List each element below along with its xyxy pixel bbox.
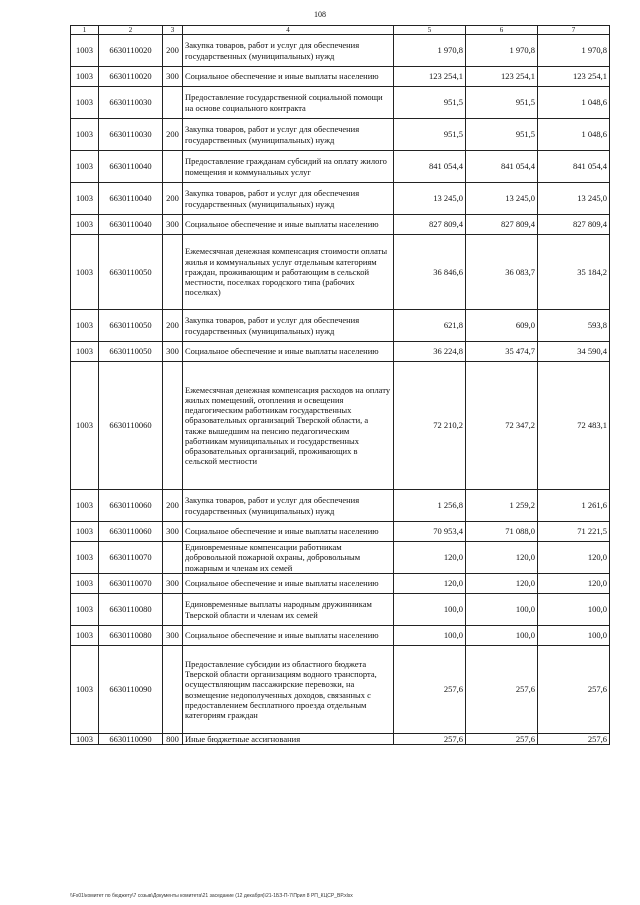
amount-year3-cell: 100,0 [538, 594, 610, 626]
table-row [71, 215, 610, 235]
code-cell: 6630110020 [99, 67, 163, 87]
amount-year3-cell: 827 809,4 [538, 215, 610, 235]
code-cell: 6630110030 [99, 87, 163, 119]
amount-year3-cell: 1 970,8 [538, 35, 610, 67]
description-cell: Предоставление государственной социальной помощи на основе социального контракта [183, 87, 394, 119]
amount-year2-cell: 1 259,2 [466, 490, 538, 522]
amount-year2-cell: 609,0 [466, 310, 538, 342]
code-cell: 6630110050 [99, 310, 163, 342]
section-cell: 1003 [71, 734, 99, 745]
amount-year3-cell: 257,6 [538, 646, 610, 734]
amount-year1-cell: 257,6 [394, 646, 466, 734]
code-cell: 6630110070 [99, 574, 163, 594]
amount-year1-cell: 257,6 [394, 734, 466, 745]
section-cell: 1003 [71, 235, 99, 310]
table-row [71, 35, 610, 67]
description-cell: Закупка товаров, работ и услуг для обеспечения государственных (муниципальных) нужд [183, 35, 394, 67]
description-cell: Единовременные компенсации работникам добровольной пожарной охраны, добровольным пожарным и членам их семей [183, 542, 394, 574]
amount-year3-cell: 72 483,1 [538, 362, 610, 490]
amount-year2-cell: 72 347,2 [466, 362, 538, 490]
amount-year1-cell: 120,0 [394, 574, 466, 594]
amount-year3-cell: 123 254,1 [538, 67, 610, 87]
code-cell: 6630110090 [99, 734, 163, 745]
description-cell: Предоставление гражданам субсидий на оплату жилого помещения и коммунальных услуг [183, 151, 394, 183]
amount-year2-cell: 35 474,7 [466, 342, 538, 362]
table-row [71, 119, 610, 151]
code-cell: 6630110070 [99, 542, 163, 574]
expense-type-cell [163, 542, 183, 574]
header-cell: 6 [466, 26, 538, 35]
description-cell: Ежемесячная денежная компенсация расходов на оплату жилых помещений, отопления и освещения педагогическим работникам государственных образовательных организаций Тверской области, а также вышедшим на пенсию педагогическим работникам муниципальных и государственных образовательных организаций, проживающих в сельской местности [183, 362, 394, 490]
expense-type-cell: 200 [163, 490, 183, 522]
amount-year2-cell: 120,0 [466, 542, 538, 574]
amount-year1-cell: 951,5 [394, 119, 466, 151]
expense-type-cell: 300 [163, 574, 183, 594]
code-cell: 6630110040 [99, 183, 163, 215]
description-cell: Социальное обеспечение и иные выплаты населению [183, 574, 394, 594]
amount-year1-cell: 621,8 [394, 310, 466, 342]
description-cell: Закупка товаров, работ и услуг для обеспечения государственных (муниципальных) нужд [183, 183, 394, 215]
expense-type-cell: 300 [163, 215, 183, 235]
amount-year2-cell: 1 970,8 [466, 35, 538, 67]
description-cell: Предоставление субсидии из областного бюджета Тверской области организациям водного транспорта, осуществляющим пассажирские перевозки, на возмещение недополученных доходов, связанных с предоставлением бесплатного проезда отдельным категориям граждан [183, 646, 394, 734]
amount-year1-cell: 70 953,4 [394, 522, 466, 542]
table-row [71, 522, 610, 542]
section-cell: 1003 [71, 574, 99, 594]
amount-year1-cell: 36 224,8 [394, 342, 466, 362]
expense-type-cell: 800 [163, 734, 183, 745]
amount-year1-cell: 100,0 [394, 626, 466, 646]
header-cell: 5 [394, 26, 466, 35]
code-cell: 6630110050 [99, 342, 163, 362]
amount-year2-cell: 13 245,0 [466, 183, 538, 215]
section-cell: 1003 [71, 490, 99, 522]
description-cell: Социальное обеспечение и иные выплаты населению [183, 626, 394, 646]
expense-type-cell: 200 [163, 119, 183, 151]
amount-year1-cell: 72 210,2 [394, 362, 466, 490]
amount-year2-cell: 827 809,4 [466, 215, 538, 235]
amount-year3-cell: 120,0 [538, 542, 610, 574]
amount-year1-cell: 1 970,8 [394, 35, 466, 67]
amount-year2-cell: 100,0 [466, 626, 538, 646]
amount-year2-cell: 257,6 [466, 734, 538, 745]
expense-type-cell: 200 [163, 183, 183, 215]
table-row [71, 362, 610, 490]
file-path-footer: \\Fs01\комитет по бюджету\7 созыв\Документы комитета\21 заседание (12 декабря)\21-1БЗ-П-7\Прил 8 РП_КЦСР_ВР.xlsx [70, 893, 353, 899]
amount-year3-cell: 35 184,2 [538, 235, 610, 310]
page-number: 108 [314, 10, 326, 19]
amount-year2-cell: 951,5 [466, 119, 538, 151]
amount-year3-cell: 1 048,6 [538, 119, 610, 151]
amount-year2-cell: 36 083,7 [466, 235, 538, 310]
table-row [71, 490, 610, 522]
section-cell: 1003 [71, 594, 99, 626]
expense-type-cell: 300 [163, 522, 183, 542]
section-cell: 1003 [71, 35, 99, 67]
amount-year2-cell: 100,0 [466, 594, 538, 626]
amount-year2-cell: 257,6 [466, 646, 538, 734]
table-row [71, 626, 610, 646]
amount-year3-cell: 1 048,6 [538, 87, 610, 119]
table-row [71, 67, 610, 87]
description-cell: Социальное обеспечение и иные выплаты населению [183, 67, 394, 87]
code-cell: 6630110060 [99, 522, 163, 542]
section-cell: 1003 [71, 522, 99, 542]
section-cell: 1003 [71, 542, 99, 574]
description-cell: Закупка товаров, работ и услуг для обеспечения государственных (муниципальных) нужд [183, 310, 394, 342]
expense-type-cell: 200 [163, 310, 183, 342]
section-cell: 1003 [71, 646, 99, 734]
amount-year3-cell: 257,6 [538, 734, 610, 745]
amount-year1-cell: 36 846,6 [394, 235, 466, 310]
description-cell: Иные бюджетные ассигнования [183, 734, 394, 745]
section-cell: 1003 [71, 310, 99, 342]
header-cell: 7 [538, 26, 610, 35]
table-row [71, 235, 610, 310]
amount-year2-cell: 120,0 [466, 574, 538, 594]
budget-table [70, 25, 610, 745]
table-row [71, 594, 610, 626]
amount-year2-cell: 71 088,0 [466, 522, 538, 542]
description-cell: Социальное обеспечение и иные выплаты населению [183, 522, 394, 542]
section-cell: 1003 [71, 342, 99, 362]
section-cell: 1003 [71, 362, 99, 490]
code-cell: 6630110030 [99, 119, 163, 151]
description-cell: Закупка товаров, работ и услуг для обеспечения государственных (муниципальных) нужд [183, 119, 394, 151]
expense-type-cell: 200 [163, 35, 183, 67]
amount-year1-cell: 120,0 [394, 542, 466, 574]
description-cell: Социальное обеспечение и иные выплаты населению [183, 342, 394, 362]
amount-year1-cell: 13 245,0 [394, 183, 466, 215]
header-cell: 2 [99, 26, 163, 35]
section-cell: 1003 [71, 626, 99, 646]
amount-year1-cell: 100,0 [394, 594, 466, 626]
code-cell: 6630110080 [99, 594, 163, 626]
code-cell: 6630110040 [99, 215, 163, 235]
header-cell: 1 [71, 26, 99, 35]
expense-type-cell [163, 235, 183, 310]
table-row [71, 87, 610, 119]
amount-year1-cell: 1 256,8 [394, 490, 466, 522]
description-cell: Социальное обеспечение и иные выплаты населению [183, 215, 394, 235]
amount-year2-cell: 841 054,4 [466, 151, 538, 183]
code-cell: 6630110020 [99, 35, 163, 67]
expense-type-cell: 300 [163, 67, 183, 87]
table-row [71, 542, 610, 574]
code-cell: 6630110090 [99, 646, 163, 734]
expense-type-cell [163, 594, 183, 626]
amount-year3-cell: 71 221,5 [538, 522, 610, 542]
amount-year3-cell: 100,0 [538, 626, 610, 646]
code-cell: 6630110050 [99, 235, 163, 310]
section-cell: 1003 [71, 67, 99, 87]
header-cell: 4 [183, 26, 394, 35]
expense-type-cell [163, 362, 183, 490]
code-cell: 6630110060 [99, 490, 163, 522]
amount-year1-cell: 951,5 [394, 87, 466, 119]
table-row [71, 342, 610, 362]
code-cell: 6630110040 [99, 151, 163, 183]
amount-year1-cell: 841 054,4 [394, 151, 466, 183]
table-row [71, 734, 610, 745]
code-cell: 6630110060 [99, 362, 163, 490]
table-row [71, 310, 610, 342]
section-cell: 1003 [71, 119, 99, 151]
header-cell: 3 [163, 26, 183, 35]
description-cell: Единовременные выплаты народным дружинникам Тверской области и членам их семей [183, 594, 394, 626]
expense-type-cell [163, 87, 183, 119]
expense-type-cell: 300 [163, 342, 183, 362]
amount-year2-cell: 951,5 [466, 87, 538, 119]
section-cell: 1003 [71, 151, 99, 183]
description-cell: Ежемесячная денежная компенсация стоимости оплаты жилья и коммунальных услуг отдельным категориям граждан, проживающим и работающим в сельской местности, поселках городского типа (рабочих поселках) [183, 235, 394, 310]
amount-year3-cell: 1 261,6 [538, 490, 610, 522]
description-cell: Закупка товаров, работ и услуг для обеспечения государственных (муниципальных) нужд [183, 490, 394, 522]
table-row [71, 151, 610, 183]
section-cell: 1003 [71, 87, 99, 119]
amount-year1-cell: 123 254,1 [394, 67, 466, 87]
code-cell: 6630110080 [99, 626, 163, 646]
amount-year3-cell: 120,0 [538, 574, 610, 594]
table-row [71, 574, 610, 594]
table-header-row [71, 26, 610, 35]
expense-type-cell [163, 646, 183, 734]
amount-year3-cell: 593,8 [538, 310, 610, 342]
expense-type-cell [163, 151, 183, 183]
amount-year3-cell: 841 054,4 [538, 151, 610, 183]
section-cell: 1003 [71, 215, 99, 235]
amount-year3-cell: 34 590,4 [538, 342, 610, 362]
table-row [71, 183, 610, 215]
amount-year1-cell: 827 809,4 [394, 215, 466, 235]
section-cell: 1003 [71, 183, 99, 215]
table-row [71, 646, 610, 734]
amount-year3-cell: 13 245,0 [538, 183, 610, 215]
expense-type-cell: 300 [163, 626, 183, 646]
amount-year2-cell: 123 254,1 [466, 67, 538, 87]
